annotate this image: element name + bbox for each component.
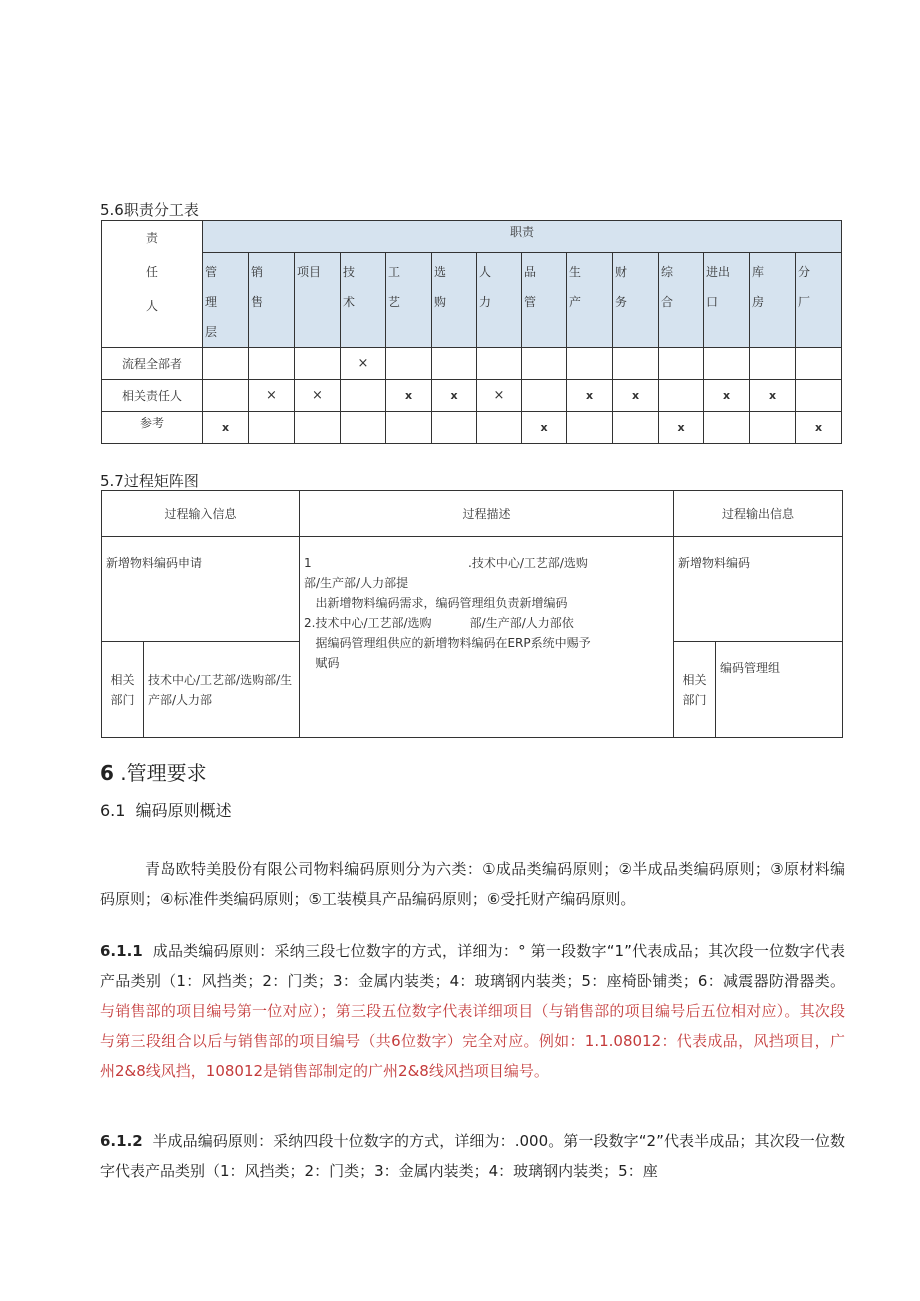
header-output-info: 过程输出信息 [674, 491, 843, 537]
duty-mark: x [750, 380, 796, 412]
duty-mark [750, 348, 796, 380]
dept-header-text: 综 [661, 265, 674, 279]
process-desc-line: 出新增物料编码需求，编码管理组负责新增编码 [304, 596, 568, 610]
related-dept-value-cell [144, 642, 300, 738]
dept-header-text: 生 [569, 265, 582, 279]
para-6-1-2-text: 半成品编码原则：采纳四段十位数字的方式，详细为：.000。第一段数字“2”代表半成品；其次段一位数字代表产品类别（1：风挡类；2：门类；3：金属内装类；4：玻璃钢内装类；5：座 [100, 1132, 845, 1180]
dept-header-text: 管 [205, 265, 218, 279]
duty-header: 职责 [203, 221, 842, 253]
duty-mark [432, 348, 477, 380]
para-6-1-2-number: 6.1.2 [100, 1132, 143, 1150]
duty-mark [341, 380, 386, 412]
duty-mark [659, 348, 704, 380]
dept-header-text: 进出 [706, 265, 731, 279]
duty-mark: x [522, 412, 567, 444]
process-matrix-table [101, 490, 843, 738]
duty-mark [567, 348, 613, 380]
dept-header-text: 理 [205, 295, 218, 309]
duty-mark [796, 380, 842, 412]
dept-header-text: 工 [388, 265, 401, 279]
duty-mark [567, 412, 613, 444]
dept-header-text: 管 [524, 295, 537, 309]
section-6-1-title: 编码原则概述 [135, 801, 232, 820]
duty-mark [295, 348, 341, 380]
dept-header-text: 厂 [798, 295, 811, 309]
dept-header [704, 253, 750, 348]
section-6-heading [100, 757, 207, 786]
dept-header [295, 253, 341, 348]
duty-mark: x [613, 380, 659, 412]
dept-header [341, 253, 386, 348]
duty-mark [341, 412, 386, 444]
duty-mark [704, 412, 750, 444]
section-6-number: 6 [100, 761, 114, 785]
duty-mark [613, 348, 659, 380]
duty-mark [432, 412, 477, 444]
dept-header-text: 合 [661, 295, 674, 309]
dept-header-text: 产 [569, 295, 582, 309]
dept-header-text: 购 [434, 295, 447, 309]
paragraph-6-1-1 [100, 936, 845, 1086]
dept-header-text: 项目 [297, 265, 322, 279]
duty-mark [613, 412, 659, 444]
duty-mark [203, 348, 249, 380]
duty-mark [203, 380, 249, 412]
corner-char: 任 [145, 265, 158, 279]
duty-mark [659, 380, 704, 412]
duty-row-label: 参考 [102, 412, 203, 444]
section-6-1-heading [100, 798, 232, 821]
duty-mark [522, 348, 567, 380]
duty-mark [477, 348, 522, 380]
section-6-1-number: 6.1 [100, 801, 126, 820]
process-desc-line: 据编码管理组供应的新增物料编码在ERP系统中赐予 [304, 636, 591, 650]
dept-header [249, 253, 295, 348]
dept-header [613, 253, 659, 348]
duty-mark [750, 412, 796, 444]
dept-header-text: 品 [524, 265, 537, 279]
process-desc-line: 2.技术中心/工艺部/选购 部/生产部/人力部依 [304, 616, 574, 630]
duty-row-label: 相关责任人 [102, 380, 203, 412]
duty-mark: × [295, 380, 341, 412]
duty-mark [295, 412, 341, 444]
process-desc-line: 1 .技术中心/工艺部/选购 [304, 556, 588, 570]
duty-mark [249, 348, 295, 380]
process-desc-text [300, 537, 673, 677]
header-input-info: 过程输入信息 [102, 491, 300, 537]
section-6-title: .管理要求 [120, 761, 207, 785]
duty-mark: x [704, 380, 750, 412]
dept-header-text: 技 [343, 265, 356, 279]
dept-header [796, 253, 842, 348]
dept-header-text: 口 [706, 295, 719, 309]
output-related-value-cell [716, 642, 843, 738]
dept-header [750, 253, 796, 348]
duty-mark: x [432, 380, 477, 412]
dept-header [567, 253, 613, 348]
dept-header [659, 253, 704, 348]
output-related-value: 编码管理组 [720, 661, 781, 675]
duty-mark [386, 348, 432, 380]
output-info-cell [674, 537, 843, 642]
dept-header-text: 财 [615, 265, 628, 279]
duty-assignment-table [101, 220, 842, 444]
dept-header-text: 房 [752, 295, 765, 309]
dept-header-text: 务 [615, 295, 628, 309]
section-5-7-title: 5.7过程矩阵图 [100, 472, 199, 490]
para-6-1-1-number: 6.1.1 [100, 942, 143, 960]
process-desc-line: 部/生产部/人力部提 [304, 576, 409, 590]
dept-header [432, 253, 477, 348]
paragraph-6-1-2 [100, 1126, 845, 1186]
dept-header [386, 253, 432, 348]
dept-header-text: 售 [251, 295, 264, 309]
duty-mark: x [659, 412, 704, 444]
related-dept-label-cell [102, 642, 144, 738]
duty-mark: x [796, 412, 842, 444]
process-desc-cell [300, 537, 674, 738]
duty-mark: x [567, 380, 613, 412]
dept-header-text: 层 [205, 325, 218, 339]
para-6-1-1-highlight: 与销售部的项目编号第一位对应）；第三段五位数字代表详细项目（与销售部的项目编号后五位相对应）。其次段与第三段组合以后与销售部的项目编号（共6位数字）完全对应。例如：1.1.08012：代表成品，风挡项目，广州2&8线风挡，108012是销售部制定的广州2&8线风挡项目编号。 [100, 1002, 845, 1080]
duty-mark [522, 380, 567, 412]
dept-header-text: 力 [479, 295, 492, 309]
header-process-desc: 过程描述 [300, 491, 674, 537]
responsible-person-header [102, 221, 203, 348]
duty-mark: × [249, 380, 295, 412]
dept-header-text: 艺 [388, 295, 401, 309]
duty-row [102, 380, 842, 412]
corner-char: 责 [145, 231, 158, 245]
output-related-label-cell [674, 642, 716, 738]
output-value: 新增物料编码 [678, 556, 751, 570]
duty-mark [386, 412, 432, 444]
dept-header [477, 253, 522, 348]
dept-header-text: 分 [798, 265, 811, 279]
dept-header-text: 人 [479, 265, 492, 279]
duty-row [102, 348, 842, 380]
duty-mark [249, 412, 295, 444]
dept-header-text: 销 [251, 265, 264, 279]
corner-char: 人 [145, 299, 158, 313]
related-dept-value: 技术中心/工艺部/选购部/生产部/人力部 [148, 672, 293, 707]
duty-mark: x [203, 412, 249, 444]
output-related-label: 相关部门 [682, 672, 707, 707]
duty-mark: × [477, 380, 522, 412]
duty-mark [796, 348, 842, 380]
duty-mark [704, 348, 750, 380]
input-info-cell [102, 537, 300, 642]
dept-header-text: 库 [752, 265, 765, 279]
section-5-6-title: 5.6职责分工表 [100, 201, 199, 219]
related-dept-label: 相关部门 [110, 672, 135, 707]
duty-row-label: 流程全部者 [102, 348, 203, 380]
dept-header [522, 253, 567, 348]
dept-header-text: 选 [434, 265, 447, 279]
input-value: 新增物料编码申请 [106, 556, 203, 570]
duty-mark: × [341, 348, 386, 380]
intro-paragraph: 青岛欧特美股份有限公司物料编码原则分为六类：①成品类编码原则；②半成品类编码原则；③原材料编码原则；④标准件类编码原则；⑤工装模具产品编码原则；⑥受托财产编码原则。 [100, 860, 845, 908]
duty-mark [477, 412, 522, 444]
para-6-1-1-text: 成品类编码原则：采纳三段七位数字的方式，详细为：° 第一段数字“1”代表成品；其次段一位数字代表产品类别（1：风挡类；2：门类；3：金属内装类；4：玻璃钢内装类；5：座椅卧铺类；6：减震器防滑器类。 [100, 942, 846, 990]
duty-row [102, 412, 842, 444]
dept-header-text: 术 [343, 295, 356, 309]
duty-mark: x [386, 380, 432, 412]
process-desc-line: 赋码 [304, 656, 340, 670]
dept-header [203, 253, 249, 348]
